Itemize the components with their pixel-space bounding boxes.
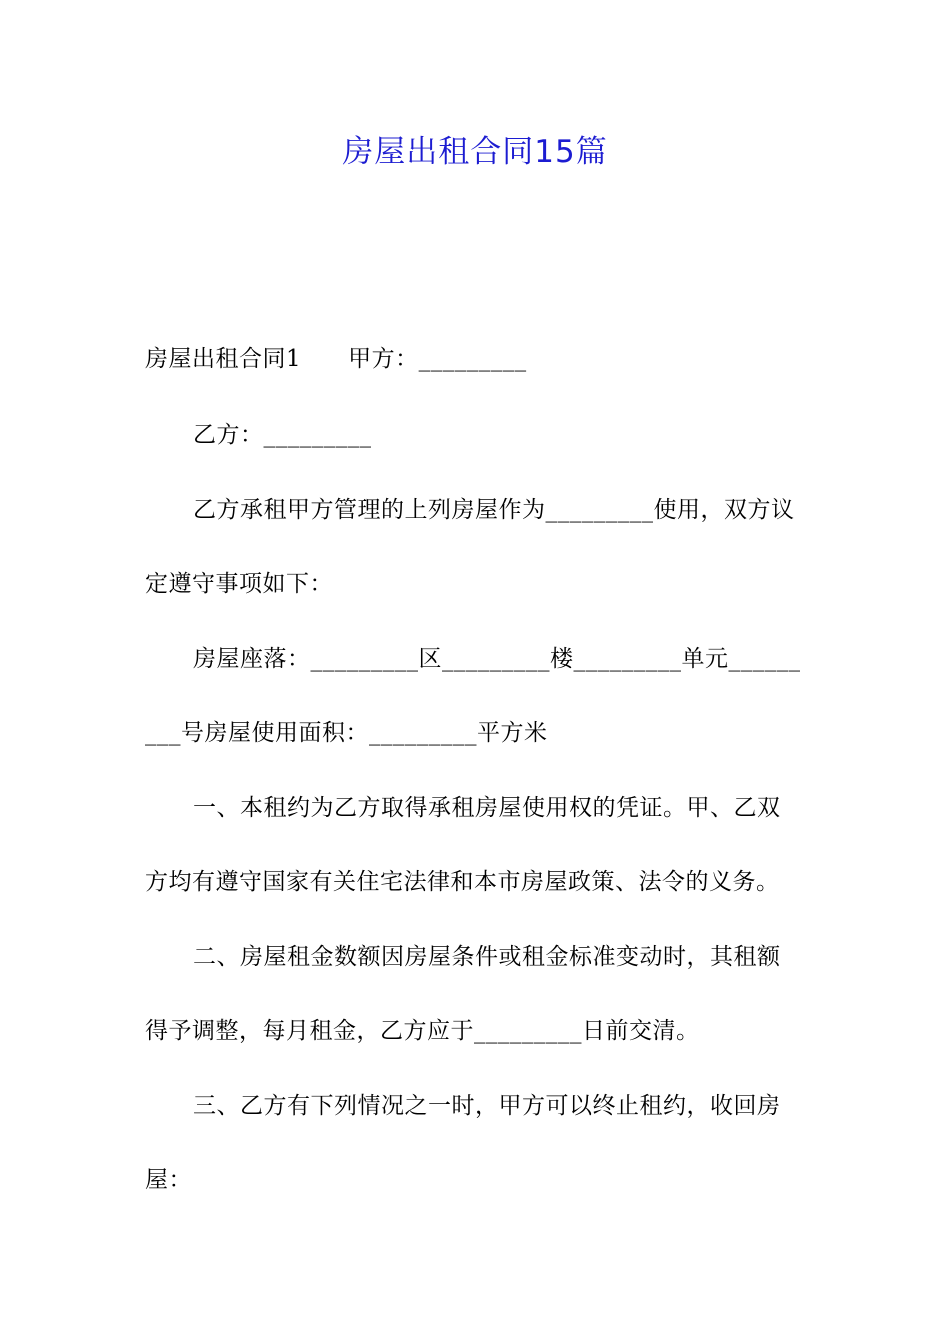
paragraph-line: 方均有遵守国家有关住宅法律和本市房屋政策、法令的义务。: [145, 869, 780, 895]
paragraph-line: ___号房屋使用面积：_________平方米: [145, 720, 548, 746]
paragraph-line: 一、本租约为乙方取得承租房屋使用权的凭证。甲、乙双: [193, 795, 781, 821]
paragraph-line: 乙方承租甲方管理的上列房屋作为_________使用，双方议: [193, 497, 795, 523]
party-b-line: 乙方：_________: [193, 422, 372, 448]
paragraph-line: 定遵守事项如下：: [145, 571, 333, 597]
paragraph-line: 房屋座落：_________区_________楼_________单元______: [193, 646, 801, 672]
document-title: 房屋出租合同15篇: [342, 134, 608, 170]
paragraph-line: 屋：: [145, 1167, 192, 1193]
paragraph-line: 二、房屋租金数额因房屋条件或租金标准变动时，其租额: [193, 944, 781, 970]
contract-heading-line: 房屋出租合同1 甲方：_________: [145, 346, 527, 372]
paragraph-line: 三、乙方有下列情况之一时，甲方可以终止租约，收回房: [193, 1093, 781, 1119]
paragraph-line: 得予调整，每月租金，乙方应于_________日前交清。: [145, 1018, 700, 1044]
